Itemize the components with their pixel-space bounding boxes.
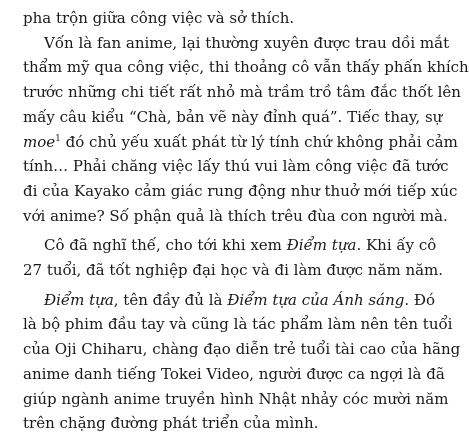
paragraph-continuation bbox=[23, 6, 383, 31]
text-line: pha trộn giữa công việc và sở thích. bbox=[23, 9, 295, 27]
text-fragment: , tên đầy đủ là bbox=[113, 290, 228, 309]
text-line: Vốn là fan anime, lại thường xuyên được trau dồi mắt bbox=[44, 33, 450, 52]
paragraph-film-info bbox=[23, 288, 461, 436]
text-fragment: . Đó bbox=[404, 290, 436, 309]
text-line: thẩm mỹ qua công việc, thi thoảng cô vẫn thấy phấn khích bbox=[23, 58, 469, 77]
text-fragment: Cô đã nghĩ thế, cho tới khi xem bbox=[44, 236, 287, 255]
text-line: giúp ngành anime truyền hình Nhật nhảy cóc mười năm bbox=[23, 389, 449, 408]
paragraph-watching bbox=[23, 233, 444, 282]
text-line bbox=[23, 233, 437, 258]
text-line: anime danh tiếng Tokei Video, người được ca ngợi là đã bbox=[23, 364, 445, 383]
text-line: 27 tuổi, đã tốt nghiệp đại học và đi làm được năm năm. bbox=[23, 261, 444, 280]
text-line: đi của Kayako cảm giác rung động như thuở mới tiếp xúc bbox=[23, 181, 458, 200]
text-line: trên chặng đường phát triển của mình. bbox=[23, 414, 319, 433]
moe-term: moe bbox=[23, 132, 56, 151]
text-line bbox=[23, 130, 458, 155]
text-line: là bộ phim đầu tay và cũng là tác phẩm làm nên tên tuổi bbox=[23, 315, 453, 334]
film-title: Điểm tựa bbox=[44, 290, 114, 309]
text-line bbox=[23, 288, 436, 313]
text-fragment: đó chủ yếu xuất phát từ lý tính chứ không phải cảm bbox=[60, 132, 458, 151]
text-line: mấy câu kiểu “Chà, bản vẽ này đỉnh quá”. Tiếc thay, sự bbox=[23, 107, 443, 126]
footnote-marker: 1 bbox=[55, 133, 61, 144]
text-fragment: . Khi ấy cô bbox=[356, 236, 437, 255]
text-line: của Oji Chiharu, chàng đạo diễn trẻ tuổi tài cao của hãng bbox=[23, 340, 461, 359]
book-page bbox=[23, 6, 469, 436]
film-full-title: Điểm tựa của Ánh sáng bbox=[227, 290, 405, 309]
text-line: với anime? Số phận quả là thích trêu đùa con người mà. bbox=[23, 206, 448, 225]
paragraph-fan-anime bbox=[23, 31, 469, 229]
text-line: trước những chi tiết rất nhỏ mà trầm trồ tâm đắc thốt lên bbox=[23, 83, 461, 102]
film-title: Điểm tựa bbox=[286, 236, 357, 255]
text-line: tính… Phải chăng việc lấy thú vui làm công việc đã tước bbox=[23, 157, 449, 176]
